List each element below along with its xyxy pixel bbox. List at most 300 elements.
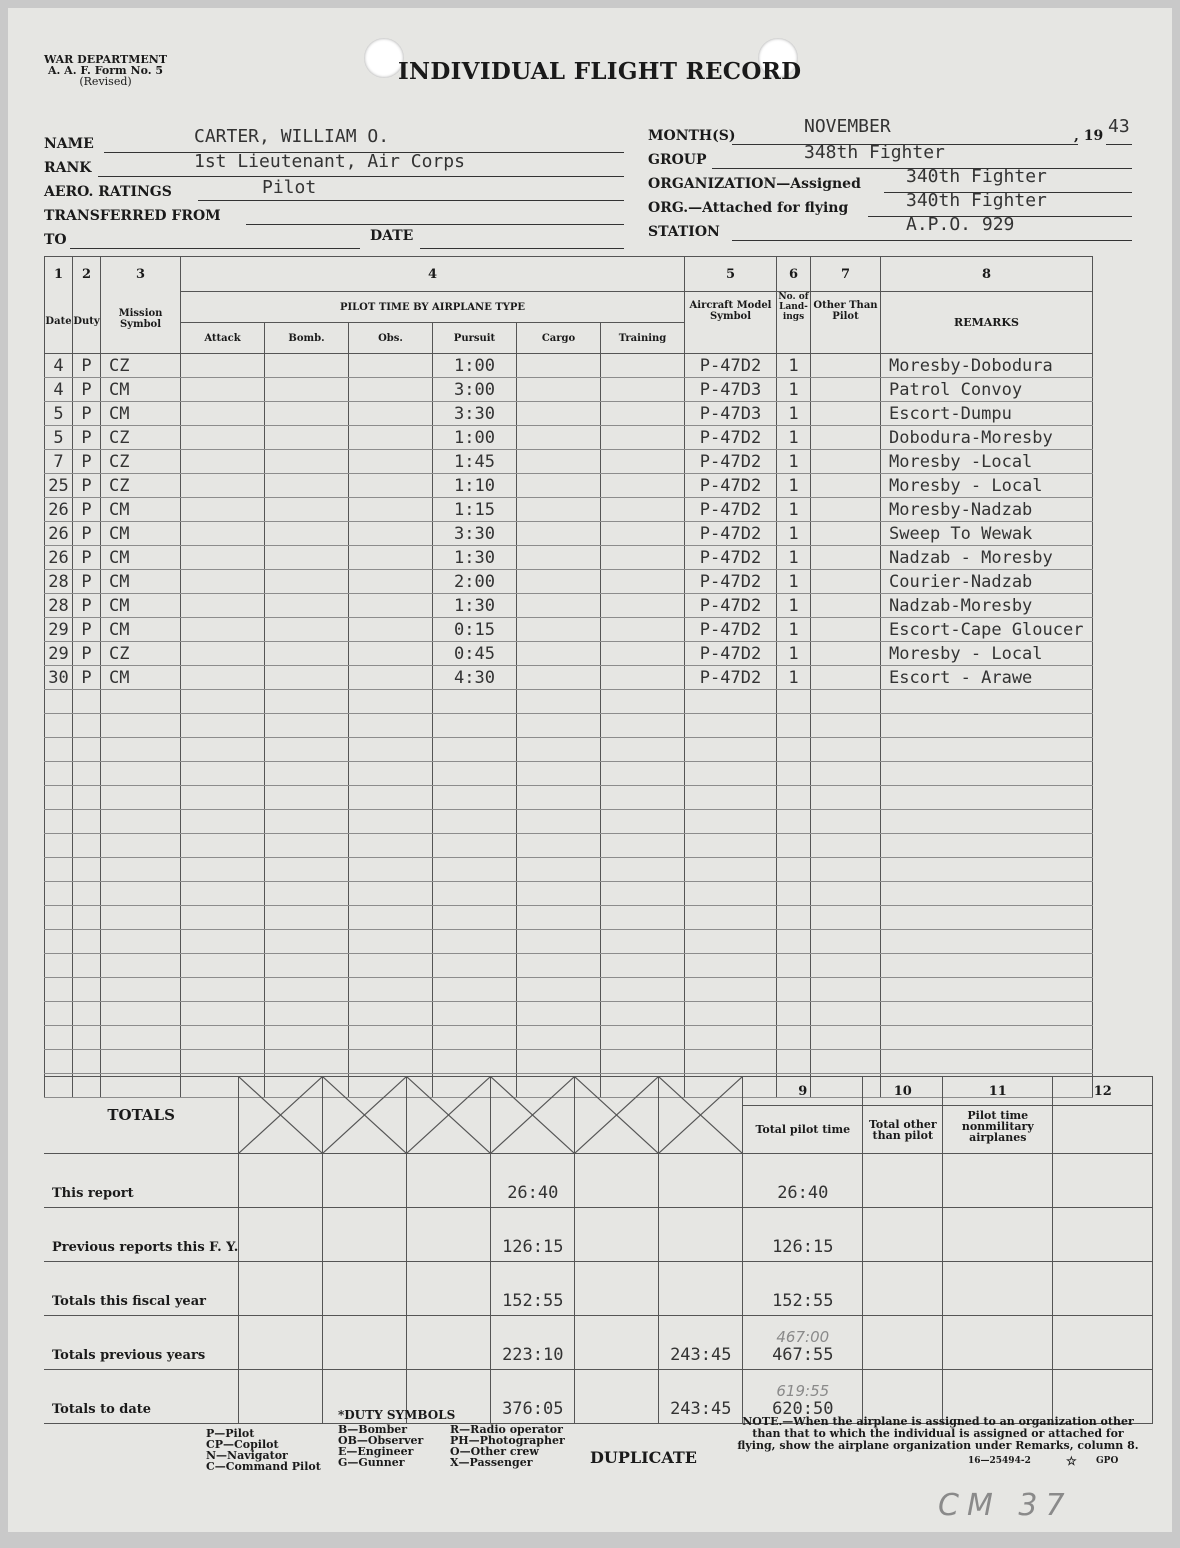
landings-cell	[777, 906, 811, 930]
total-pilot-time-value: 620:50	[772, 1399, 834, 1419]
landings-cell: 1	[777, 546, 811, 570]
duty-cell	[73, 834, 101, 858]
date-cell: 25	[45, 474, 73, 498]
obs-total	[407, 1208, 491, 1262]
other-cell	[811, 522, 881, 546]
model-cell: P-47D2	[685, 498, 777, 522]
rank-value: 1st Lieutenant, Air Corps	[194, 151, 465, 172]
landings-cell: 1	[777, 594, 811, 618]
cargo-cell	[517, 594, 601, 618]
date-cell	[45, 834, 73, 858]
other-cell	[811, 690, 881, 714]
training-cell	[601, 546, 685, 570]
cargo-cell	[517, 762, 601, 786]
attack-cell	[181, 858, 265, 882]
flight-row	[45, 546, 1093, 570]
bomb-cell	[265, 402, 349, 426]
pilot-time-header: PILOT TIME BY AIRPLANE TYPE	[181, 292, 685, 323]
nonmilitary-total	[943, 1262, 1053, 1316]
crossed-cell	[659, 1077, 743, 1154]
form-number: A. A. F. Form No. 5	[47, 64, 164, 77]
attack-cell	[181, 906, 265, 930]
col-number: 3	[135, 267, 146, 282]
attack-cell	[181, 834, 265, 858]
transferred-line	[246, 224, 624, 225]
remarks-cell	[881, 1026, 1093, 1050]
flight-row	[45, 642, 1093, 666]
training-cell	[601, 1050, 685, 1074]
model-cell: P-47D2	[685, 570, 777, 594]
pursuit-cell	[433, 690, 517, 714]
date-cell: 5	[45, 426, 73, 450]
remarks-cell: Moresby -Local	[881, 450, 1093, 474]
form-title: INDIVIDUAL FLIGHT RECORD	[398, 58, 802, 85]
bomb-total	[323, 1154, 407, 1208]
pursuit-cell	[433, 786, 517, 810]
cargo-cell	[517, 1050, 601, 1074]
pursuit-cell	[433, 1002, 517, 1026]
bomb-cell	[265, 618, 349, 642]
mission-cell: CZ	[101, 642, 181, 666]
landings-cell	[777, 786, 811, 810]
cargo-total	[575, 1370, 659, 1424]
org-assigned-label: ORGANIZATION—Assigned	[648, 176, 861, 192]
empty-row	[45, 954, 1093, 978]
obs-cell	[349, 570, 433, 594]
revised-label: (Revised)	[79, 75, 132, 88]
handwritten-correction: 619:55	[776, 1382, 830, 1400]
landings-cell: 1	[777, 522, 811, 546]
date-label: DATE	[370, 228, 414, 244]
duty-cell	[73, 858, 101, 882]
duty-cell	[73, 930, 101, 954]
training-cell	[601, 402, 685, 426]
cargo-total	[575, 1208, 659, 1262]
other-than-pilot-header: Other Than Pilot	[811, 292, 881, 354]
remarks-cell	[881, 810, 1093, 834]
mission-cell	[101, 930, 181, 954]
totals-row	[44, 1262, 1153, 1316]
mission-cell: CM	[101, 522, 181, 546]
remarks-cell: Escort-Dumpu	[881, 402, 1093, 426]
bomb-cell	[265, 378, 349, 402]
duty-cell	[73, 810, 101, 834]
training-cell	[601, 498, 685, 522]
flight-row	[45, 666, 1093, 690]
pursuit-cell	[433, 714, 517, 738]
mission-cell	[101, 1026, 181, 1050]
to-line	[70, 248, 360, 249]
attack-header: Attack	[181, 323, 265, 354]
duty-cell	[73, 762, 101, 786]
attack-cell	[181, 498, 265, 522]
bomb-cell	[265, 642, 349, 666]
date-cell: 4	[45, 354, 73, 378]
attack-cell	[181, 714, 265, 738]
flight-log-table	[44, 256, 1093, 1098]
cargo-cell	[517, 642, 601, 666]
empty-row	[45, 834, 1093, 858]
pursuit-cell	[433, 978, 517, 1002]
remarks-cell	[881, 1002, 1093, 1026]
flight-row	[45, 522, 1093, 546]
pursuit-cell	[433, 1050, 517, 1074]
total-pilot-time-cell	[743, 1208, 863, 1262]
aircraft-model-header: Aircraft Model Symbol	[685, 292, 777, 354]
model-cell: P-47D2	[685, 666, 777, 690]
bomb-cell	[265, 426, 349, 450]
mission-cell	[101, 1002, 181, 1026]
bomb-cell	[265, 738, 349, 762]
name-value: CARTER, WILLIAM O.	[194, 126, 390, 147]
bomb-cell	[265, 810, 349, 834]
pursuit-cell	[433, 834, 517, 858]
month-label: MONTH(S)	[648, 128, 736, 144]
other-cell	[811, 618, 881, 642]
obs-cell	[349, 714, 433, 738]
gpo-mark: GPO	[1096, 1456, 1119, 1466]
pursuit-total: 223:10	[491, 1316, 575, 1370]
other-cell	[811, 786, 881, 810]
attack-cell	[181, 378, 265, 402]
model-cell: P-47D3	[685, 378, 777, 402]
total-pilot-time-cell	[743, 1154, 863, 1208]
other-cell	[811, 762, 881, 786]
col-remarks-number: 8	[881, 257, 1093, 292]
form-identifier	[44, 54, 167, 87]
station-value: A.P.O. 929	[906, 214, 1015, 235]
landings-cell: 1	[777, 450, 811, 474]
duty-symbol: P—Pilot	[206, 1427, 255, 1440]
cargo-cell	[517, 714, 601, 738]
landings-cell	[777, 882, 811, 906]
bomb-cell	[265, 522, 349, 546]
obs-cell	[349, 738, 433, 762]
total-pilot-time-value: 126:15	[772, 1237, 834, 1257]
training-cell	[601, 426, 685, 450]
landings-cell: 1	[777, 426, 811, 450]
date-cell: 26	[45, 498, 73, 522]
totals-table	[44, 1076, 1153, 1424]
duplicate-label: DUPLICATE	[590, 1448, 697, 1467]
other-cell	[811, 594, 881, 618]
pursuit-cell: 1:30	[433, 594, 517, 618]
date-cell: 26	[45, 522, 73, 546]
mission-cell	[101, 1050, 181, 1074]
date-cell: 30	[45, 666, 73, 690]
bomb-cell	[265, 858, 349, 882]
remarks-cell: Nadzab-Moresby	[881, 594, 1093, 618]
flight-row	[45, 378, 1093, 402]
totals-row	[44, 1316, 1153, 1370]
flight-row	[45, 498, 1093, 522]
col-label: Duty	[73, 316, 100, 327]
remarks-header: REMARKS	[881, 292, 1093, 354]
mission-cell: CM	[101, 378, 181, 402]
cargo-header: Cargo	[517, 323, 601, 354]
obs-cell	[349, 594, 433, 618]
training-cell	[601, 378, 685, 402]
duty-cell: P	[73, 642, 101, 666]
totals-row	[44, 1208, 1153, 1262]
obs-cell	[349, 762, 433, 786]
attack-cell	[181, 690, 265, 714]
attack-cell	[181, 666, 265, 690]
training-total	[659, 1154, 743, 1208]
mission-cell	[101, 786, 181, 810]
attack-cell	[181, 1026, 265, 1050]
date-cell: 29	[45, 642, 73, 666]
training-cell	[601, 474, 685, 498]
other-cell	[811, 714, 881, 738]
remarks-cell	[881, 786, 1093, 810]
other-cell	[811, 1026, 881, 1050]
duty-symbol: R—Radio operator	[450, 1423, 563, 1436]
flight-record-page	[8, 8, 1172, 1532]
cargo-cell	[517, 618, 601, 642]
bomb-cell	[265, 450, 349, 474]
model-cell	[685, 834, 777, 858]
other-cell	[811, 954, 881, 978]
bomb-cell	[265, 1026, 349, 1050]
empty-row	[45, 714, 1093, 738]
mission-cell: CM	[101, 594, 181, 618]
other-than-pilot-total	[863, 1316, 943, 1370]
ratings-value: Pilot	[262, 177, 317, 198]
duty-cell: P	[73, 498, 101, 522]
duty-cell	[73, 906, 101, 930]
obs-cell	[349, 378, 433, 402]
date-cell	[45, 714, 73, 738]
empty-row	[45, 978, 1093, 1002]
obs-cell	[349, 930, 433, 954]
attack-cell	[181, 978, 265, 1002]
other-cell	[811, 1050, 881, 1074]
empty-row	[45, 1050, 1093, 1074]
empty-row	[45, 906, 1093, 930]
other-cell	[811, 546, 881, 570]
landings-cell: 1	[777, 666, 811, 690]
training-cell	[601, 930, 685, 954]
bomb-cell	[265, 954, 349, 978]
obs-cell	[349, 426, 433, 450]
mission-cell	[101, 978, 181, 1002]
bomb-cell	[265, 930, 349, 954]
remarks-cell: Dobodura-Moresby	[881, 426, 1093, 450]
other-cell	[811, 978, 881, 1002]
pursuit-total: 126:15	[491, 1208, 575, 1262]
duty-symbol: G—Gunner	[338, 1456, 405, 1469]
duty-cell: P	[73, 618, 101, 642]
crossed-cell	[323, 1077, 407, 1154]
totals-label: Previous reports this F. Y.	[44, 1208, 239, 1262]
date-line	[420, 248, 624, 249]
cargo-cell	[517, 450, 601, 474]
other-than-pilot-total	[863, 1154, 943, 1208]
mission-cell	[101, 762, 181, 786]
pursuit-cell	[433, 762, 517, 786]
duty-cell: P	[73, 522, 101, 546]
flight-row	[45, 354, 1093, 378]
col-duty-header	[73, 257, 101, 354]
attack-cell	[181, 762, 265, 786]
model-cell: P-47D3	[685, 402, 777, 426]
obs-cell	[349, 474, 433, 498]
year-value: 43	[1108, 116, 1130, 137]
duty-cell: P	[73, 666, 101, 690]
total-pilot-time-header: Total pilot time	[743, 1106, 863, 1154]
pursuit-cell: 3:30	[433, 402, 517, 426]
model-cell	[685, 786, 777, 810]
mission-cell	[101, 714, 181, 738]
attack-cell	[181, 354, 265, 378]
model-cell	[685, 738, 777, 762]
remarks-cell: Courier-Nadzab	[881, 570, 1093, 594]
other-cell	[811, 378, 881, 402]
date-cell	[45, 810, 73, 834]
col-landings-number: 6	[777, 257, 811, 292]
remarks-cell: Nadzab - Moresby	[881, 546, 1093, 570]
attack-cell	[181, 1002, 265, 1026]
attack-cell	[181, 954, 265, 978]
model-cell: P-47D2	[685, 450, 777, 474]
landings-cell	[777, 1050, 811, 1074]
landings-header: No. of Land- ings	[777, 292, 811, 354]
remarks-cell	[881, 882, 1093, 906]
mission-cell: CZ	[101, 426, 181, 450]
empty-row	[45, 858, 1093, 882]
ratings-line	[198, 200, 624, 201]
duty-cell: P	[73, 426, 101, 450]
obs-cell	[349, 906, 433, 930]
cargo-cell	[517, 906, 601, 930]
bomb-cell	[265, 834, 349, 858]
other-cell	[811, 930, 881, 954]
bomb-cell	[265, 762, 349, 786]
training-cell	[601, 906, 685, 930]
landings-cell	[777, 738, 811, 762]
bomb-total	[323, 1316, 407, 1370]
bomb-cell	[265, 546, 349, 570]
obs-cell	[349, 642, 433, 666]
date-cell	[45, 1026, 73, 1050]
other-cell	[811, 642, 881, 666]
bomb-cell	[265, 882, 349, 906]
obs-cell	[349, 978, 433, 1002]
duty-cell	[73, 1002, 101, 1026]
mission-cell	[101, 738, 181, 762]
duty-cell: P	[73, 450, 101, 474]
obs-cell	[349, 522, 433, 546]
training-total	[659, 1208, 743, 1262]
pursuit-cell: 3:00	[433, 378, 517, 402]
duty-cell	[73, 1026, 101, 1050]
duty-cell	[73, 1050, 101, 1074]
attack-cell	[181, 786, 265, 810]
cargo-cell	[517, 378, 601, 402]
department-label: WAR DEPARTMENT	[44, 53, 168, 66]
landings-cell	[777, 690, 811, 714]
model-cell	[685, 906, 777, 930]
landings-cell: 1	[777, 570, 811, 594]
pursuit-cell	[433, 954, 517, 978]
crossed-cell	[239, 1077, 323, 1154]
empty-row	[45, 930, 1093, 954]
col-number: 2	[81, 267, 92, 282]
training-cell	[601, 642, 685, 666]
totals-label: Totals previous years	[44, 1316, 239, 1370]
col-12-total	[1053, 1262, 1153, 1316]
obs-cell	[349, 834, 433, 858]
remarks-cell	[881, 1050, 1093, 1074]
month-value: NOVEMBER	[804, 116, 891, 137]
col-model-number: 5	[685, 257, 777, 292]
totals-row	[44, 1154, 1153, 1208]
transferred-label: TRANSFERRED FROM	[44, 208, 221, 224]
model-cell: P-47D2	[685, 594, 777, 618]
pursuit-total: 26:40	[491, 1154, 575, 1208]
other-than-pilot-total	[863, 1208, 943, 1262]
to-label: TO	[44, 232, 67, 248]
crossed-cell	[491, 1077, 575, 1154]
bomb-cell	[265, 978, 349, 1002]
remarks-cell	[881, 906, 1093, 930]
handwritten-footer: CM 37	[938, 1488, 1073, 1523]
remarks-cell: Moresby-Dobodura	[881, 354, 1093, 378]
remarks-cell	[881, 954, 1093, 978]
pursuit-cell	[433, 1026, 517, 1050]
model-cell: P-47D2	[685, 354, 777, 378]
other-cell	[811, 882, 881, 906]
model-cell	[685, 1050, 777, 1074]
training-cell	[601, 834, 685, 858]
training-total: 243:45	[659, 1316, 743, 1370]
bomb-header: Bomb.	[265, 323, 349, 354]
training-cell	[601, 738, 685, 762]
landings-cell	[777, 762, 811, 786]
bomb-cell	[265, 594, 349, 618]
remarks-cell: Sweep To Wewak	[881, 522, 1093, 546]
col-12-total	[1053, 1208, 1153, 1262]
empty-row	[45, 1002, 1093, 1026]
other-than-pilot-total	[863, 1262, 943, 1316]
duty-cell	[73, 978, 101, 1002]
attack-cell	[181, 450, 265, 474]
attack-cell	[181, 426, 265, 450]
training-cell	[601, 762, 685, 786]
mission-cell: CM	[101, 666, 181, 690]
training-cell	[601, 450, 685, 474]
bomb-cell	[265, 906, 349, 930]
landings-cell	[777, 810, 811, 834]
col-date-header	[45, 257, 73, 354]
empty-row	[45, 738, 1093, 762]
model-cell	[685, 882, 777, 906]
landings-cell	[777, 1026, 811, 1050]
total-pilot-time-cell	[743, 1316, 863, 1370]
date-cell	[45, 690, 73, 714]
obs-total	[407, 1154, 491, 1208]
empty-row	[45, 1026, 1093, 1050]
model-cell	[685, 810, 777, 834]
other-cell	[811, 570, 881, 594]
cargo-cell	[517, 474, 601, 498]
obs-cell	[349, 354, 433, 378]
obs-header: Obs.	[349, 323, 433, 354]
landings-cell	[777, 978, 811, 1002]
landings-cell: 1	[777, 618, 811, 642]
duty-symbol: PH—Photographer	[450, 1434, 565, 1447]
